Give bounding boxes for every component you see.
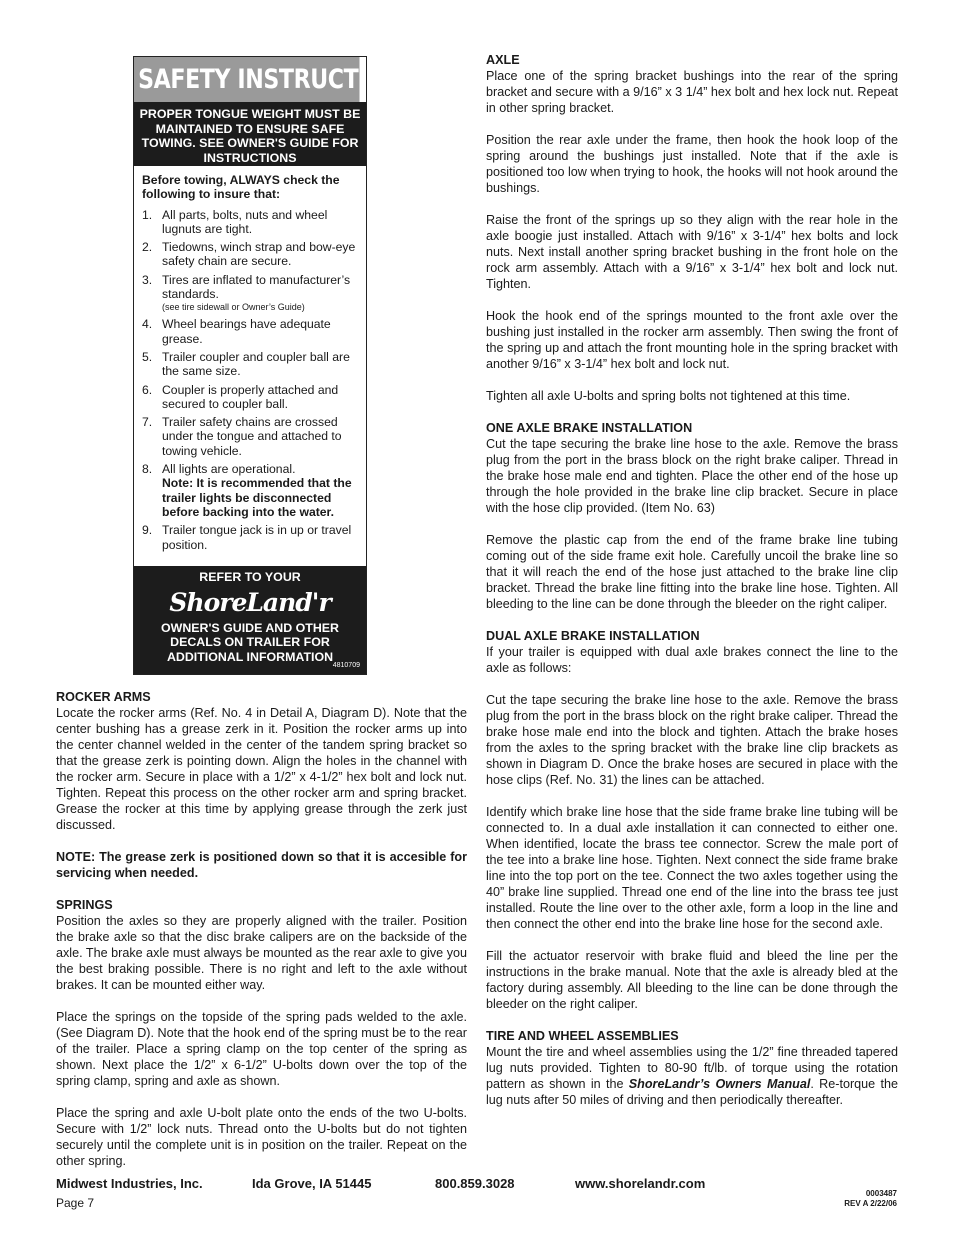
checklist-item-text-wrap — [162, 317, 358, 346]
checklist-item-text: Trailer safety chains are crossed under the tongue and attached to towing vehicle. — [162, 415, 342, 458]
checklist-item — [142, 523, 358, 552]
refer-footer — [134, 566, 366, 674]
springs-heading: SPRINGS — [56, 898, 113, 912]
footer-phone: 800.859.3028 — [435, 1176, 515, 1191]
dual-axle-brake-text-2: Cut the tape securing the brake line hose to the axle. Remove the brass plug from the port in the brass block on the right brake caliper. Thread the brake hose male end into the block and tighten. Attach the brake hoses from the axles to the spring bracket with the brake line clip brackets as shown in Diagram D. Once the brake hoses are secured in place with the hose clips (Ref. No. 31) the lines can be attached. — [486, 693, 898, 787]
checklist-item-text-wrap — [162, 415, 358, 458]
grease-zerk-note: NOTE: The grease zerk is positioned down so that it is accesible for servicing when needed. — [56, 850, 467, 880]
checklist-item — [142, 240, 358, 269]
checklist-item — [142, 317, 358, 346]
safety-title: SAFETY INSTRUCTIONS — [134, 57, 360, 102]
checklist-item — [142, 273, 358, 314]
checklist-item-subnote: (see tire sidewall or Owner’s Guide) — [162, 302, 305, 313]
checklist-item-number: 1. — [142, 207, 153, 222]
footer-city: Ida Grove, IA 51445 — [252, 1176, 372, 1191]
left-column — [56, 689, 467, 1185]
axle-text-4: Hook the hook end of the springs mounted to the front axle over the bushing just installed in the rocker arm assembly. Then swing the front of the spring up and attach the front mounting hole in the spring bracket with another 9/16” x 3-1/4” hex bolt and lock nut. — [486, 309, 898, 371]
checklist-intro: Before towing, ALWAYS check the following to insure that: — [142, 173, 340, 202]
checklist-item-text: Trailer coupler and coupler ball are the same size. — [162, 349, 350, 379]
checklist-item-number: 2. — [142, 240, 153, 255]
dual-axle-brake-text-1: If your trailer is equipped with dual axle brakes connect the line to the axle as follows: — [486, 645, 898, 675]
checklist-item-text: All lights are operational. — [162, 462, 296, 477]
axle-text-1: Place one of the spring bracket bushings into the rear of the spring bracket and secure with a 9/16” x 3 1/4” hex bolt and hex lock nut. Repeat in other spring bracket. — [486, 69, 898, 115]
dual-axle-brake-text-4: Fill the actuator reservoir with brake fluid and bleed the line per the instructions in the brake manual. Note that the axle is already bled at the factory during assembly. All bleeding to the line can be done through the bleeder on the right caliper. — [486, 949, 898, 1011]
doc-number: 0003487 — [865, 1189, 897, 1198]
rocker-arms-text: Locate the rocker arms (Ref. No. 4 in Detail A, Diagram D). Note that the center bushing has a grease zerk in it. Position the rocker arms up into the center channel welded in the center of the tandem spring bracket so that the grease zerk is pointing down. Align the holes in the channel with the rocker arm. Secure in place with a 1/2” x 4-1/2” hex bolt and lock nut. Tighten. Repeat this process on the other rocker arm and spring bracket. Grease the rocker at this time by applying grease through the zerk just discussed. — [56, 706, 467, 832]
doc-revision — [844, 1189, 897, 1209]
checklist-item-number: 7. — [142, 415, 153, 430]
page-number: Page 7 — [56, 1196, 95, 1210]
axle-heading: AXLE — [486, 53, 520, 67]
checklist-item-text-wrap — [162, 240, 358, 269]
checklist-item-number: 6. — [142, 382, 153, 397]
checklist-item-text: Wheel bearings have adequate grease. — [162, 317, 331, 346]
tire-wheel-text-c: . Re-torque the lug nuts after 50 miles of driving and then periodically thereafter. — [486, 1077, 898, 1107]
checklist-item — [142, 462, 358, 519]
checklist-item — [142, 208, 358, 237]
checklist-item-text: Coupler is properly attached and secured to coupler ball. — [162, 382, 339, 411]
refer-text: REFER TO YOUR — [199, 570, 301, 584]
checklist-item-text-wrap — [162, 208, 358, 237]
rocker-arms-heading: ROCKER ARMS — [56, 690, 151, 704]
shorelandr-logo: ShoreLand'r — [169, 587, 331, 617]
one-axle-brake-heading: ONE AXLE BRAKE INSTALLATION — [486, 421, 693, 435]
tongue-weight-warning: PROPER TONGUE WEIGHT MUST BE MAINTAINED TO ENSURE SAFE TOWING. SEE OWNER'S GUIDE FOR INSTRUCTIONS — [134, 102, 366, 166]
right-column — [486, 52, 898, 1124]
checklist-item-text: Tires are inflated to manufacturer’s standards. — [162, 272, 351, 302]
checklist-item-text: Trailer tongue jack is in up or travel position. — [162, 523, 352, 552]
checklist-item — [142, 383, 358, 412]
springs-text-1: Position the axles so they are properly aligned with the trailer. Position the brake axle so that the disc brake calipers are on the backside of the axle. The brake axle must always be mounted as the rear axle to give you the best braking possible. There is no right and left to the axle without brakes. It can be mounted either way. — [56, 914, 467, 992]
owners-manual-ref: ShoreLandr’s Owners Manual — [628, 1077, 811, 1091]
springs-text-3: Place the spring and axle U-bolt plate onto the ends of the two U-bolts. Secure with 1/2” lock nuts. Thread onto the U-bolts but do not tighten securely until the complete unit is in position on the trailer. Repeat on the other spring. — [56, 1106, 467, 1168]
dual-axle-brake-text-3: Identify which brake line hose that the side frame brake line tubing will be connected to. In a dual axle installation it can connected to either one. When identified, locate the brass tee connector. Screw the male port of the tee into a brake line hose. Tighten. Next connect the side frame brake line into the top port on the tee. Connect the two axles together using the 40” brake line supplied. Thread one end of the line into the brass tee just installed. Route the line over to the other axle, form a loop in the line and then connect the other end into the brake line hose for the second axle. — [486, 805, 898, 931]
footer-company: Midwest Industries, Inc. — [56, 1176, 203, 1191]
checklist-item-number: 4. — [142, 317, 153, 332]
axle-text-2: Position the rear axle under the frame, then hook the hook loop of the spring around the bushings just installed. Note that if the axle is positioned too low when trying to hook, the hooks will not hook around the bushings. — [486, 133, 898, 195]
revision-date: REV A 2/22/06 — [844, 1199, 897, 1208]
checklist-item-text: All parts, bolts, nuts and wheel lugnuts are tight. — [162, 207, 328, 236]
checklist-item-text-wrap — [162, 273, 358, 314]
checklist-item-text-wrap — [162, 462, 358, 519]
springs-text-2: Place the springs on the topside of the spring pads welded to the axle. (See Diagram D). Note that the hook end of the spring must be to the rear of the trailer. Place a spring clamp on the top center of the spring as shown. Next place the 1/2” x 6-1/2” U-bolts down over the top of the spring clamp, spring and axle as shown. — [56, 1010, 467, 1088]
checklist-item-number: 3. — [142, 272, 153, 287]
checklist-item-text-wrap — [162, 383, 358, 412]
dual-axle-brake-heading: DUAL AXLE BRAKE INSTALLATION — [486, 629, 700, 643]
axle-text-3: Raise the front of the springs up so they align with the rear hole in the axle boogie just installed. Attach with 9/16” x 3-1/4” hex bolts and lock nuts. Next install another spring bracket bushing in the front hole on the rock arm assembly. Attach with a 9/16” x 3-1/4” hex bolt and lock nut. Tighten. — [486, 213, 898, 291]
checklist-item-number: 5. — [142, 349, 153, 364]
tire-wheel-text-a: Mount the tire and wheel assemblies using the 1/2” fine threaded tapered lug nuts provided. Tighten to 80-90 ft/lb. of torque using the rotation pattern as shown in the — [486, 1045, 898, 1091]
axle-text-5: Tighten all axle U-bolts and spring bolts not tightened at this time. — [486, 389, 851, 403]
checklist-items — [142, 208, 358, 552]
footer-website[interactable]: www.shorelandr.com — [575, 1176, 706, 1191]
checklist-item — [142, 415, 358, 458]
tire-wheel-text — [486, 1044, 898, 1108]
tire-wheel-heading: TIRE AND WHEEL ASSEMBLIES — [486, 1029, 679, 1043]
checklist-item-text: Tiedowns, winch strap and bow-eye safety chain are secure. — [162, 240, 356, 269]
owners-guide-text: OWNER'S GUIDE AND OTHER DECALS ON TRAILER FOR ADDITIONAL INFORMATION — [160, 620, 340, 664]
checklist-item-number: 9. — [142, 523, 153, 538]
checklist-item-text-wrap — [162, 523, 358, 552]
one-axle-brake-text-2: Remove the plastic cap from the end of the frame brake line tubing coming out of the side frame exit hole. Carefully uncoil the brake line so that it will reach the end of the hose just attached to the brake line clip bracket. Thread the brake line fitting into the brake line hose. Tighten. All bleeding to the line can be done through the bleeder on the right caliper. — [486, 533, 898, 611]
part-number: 4810709 — [332, 662, 360, 669]
one-axle-brake-text-1: Cut the tape securing the brake line hose to the axle. Remove the brass plug from the port in the brass block on the right brake caliper. Thread in the brake hose male end and tighten. Place the other end of the hose up through the hole provided in the brake line clip bracket. Secure in place with the hose clip provided. (Item No. 63) — [486, 437, 898, 515]
checklist-item — [142, 350, 358, 379]
checklist-item-number: 8. — [142, 462, 153, 477]
checklist-item-text-wrap — [162, 350, 358, 379]
safety-instructions-panel — [133, 56, 419, 675]
checklist — [134, 166, 366, 555]
checklist-item-note: Note: It is recommended that the trailer lights be disconnected before backing into the water. — [162, 476, 352, 519]
